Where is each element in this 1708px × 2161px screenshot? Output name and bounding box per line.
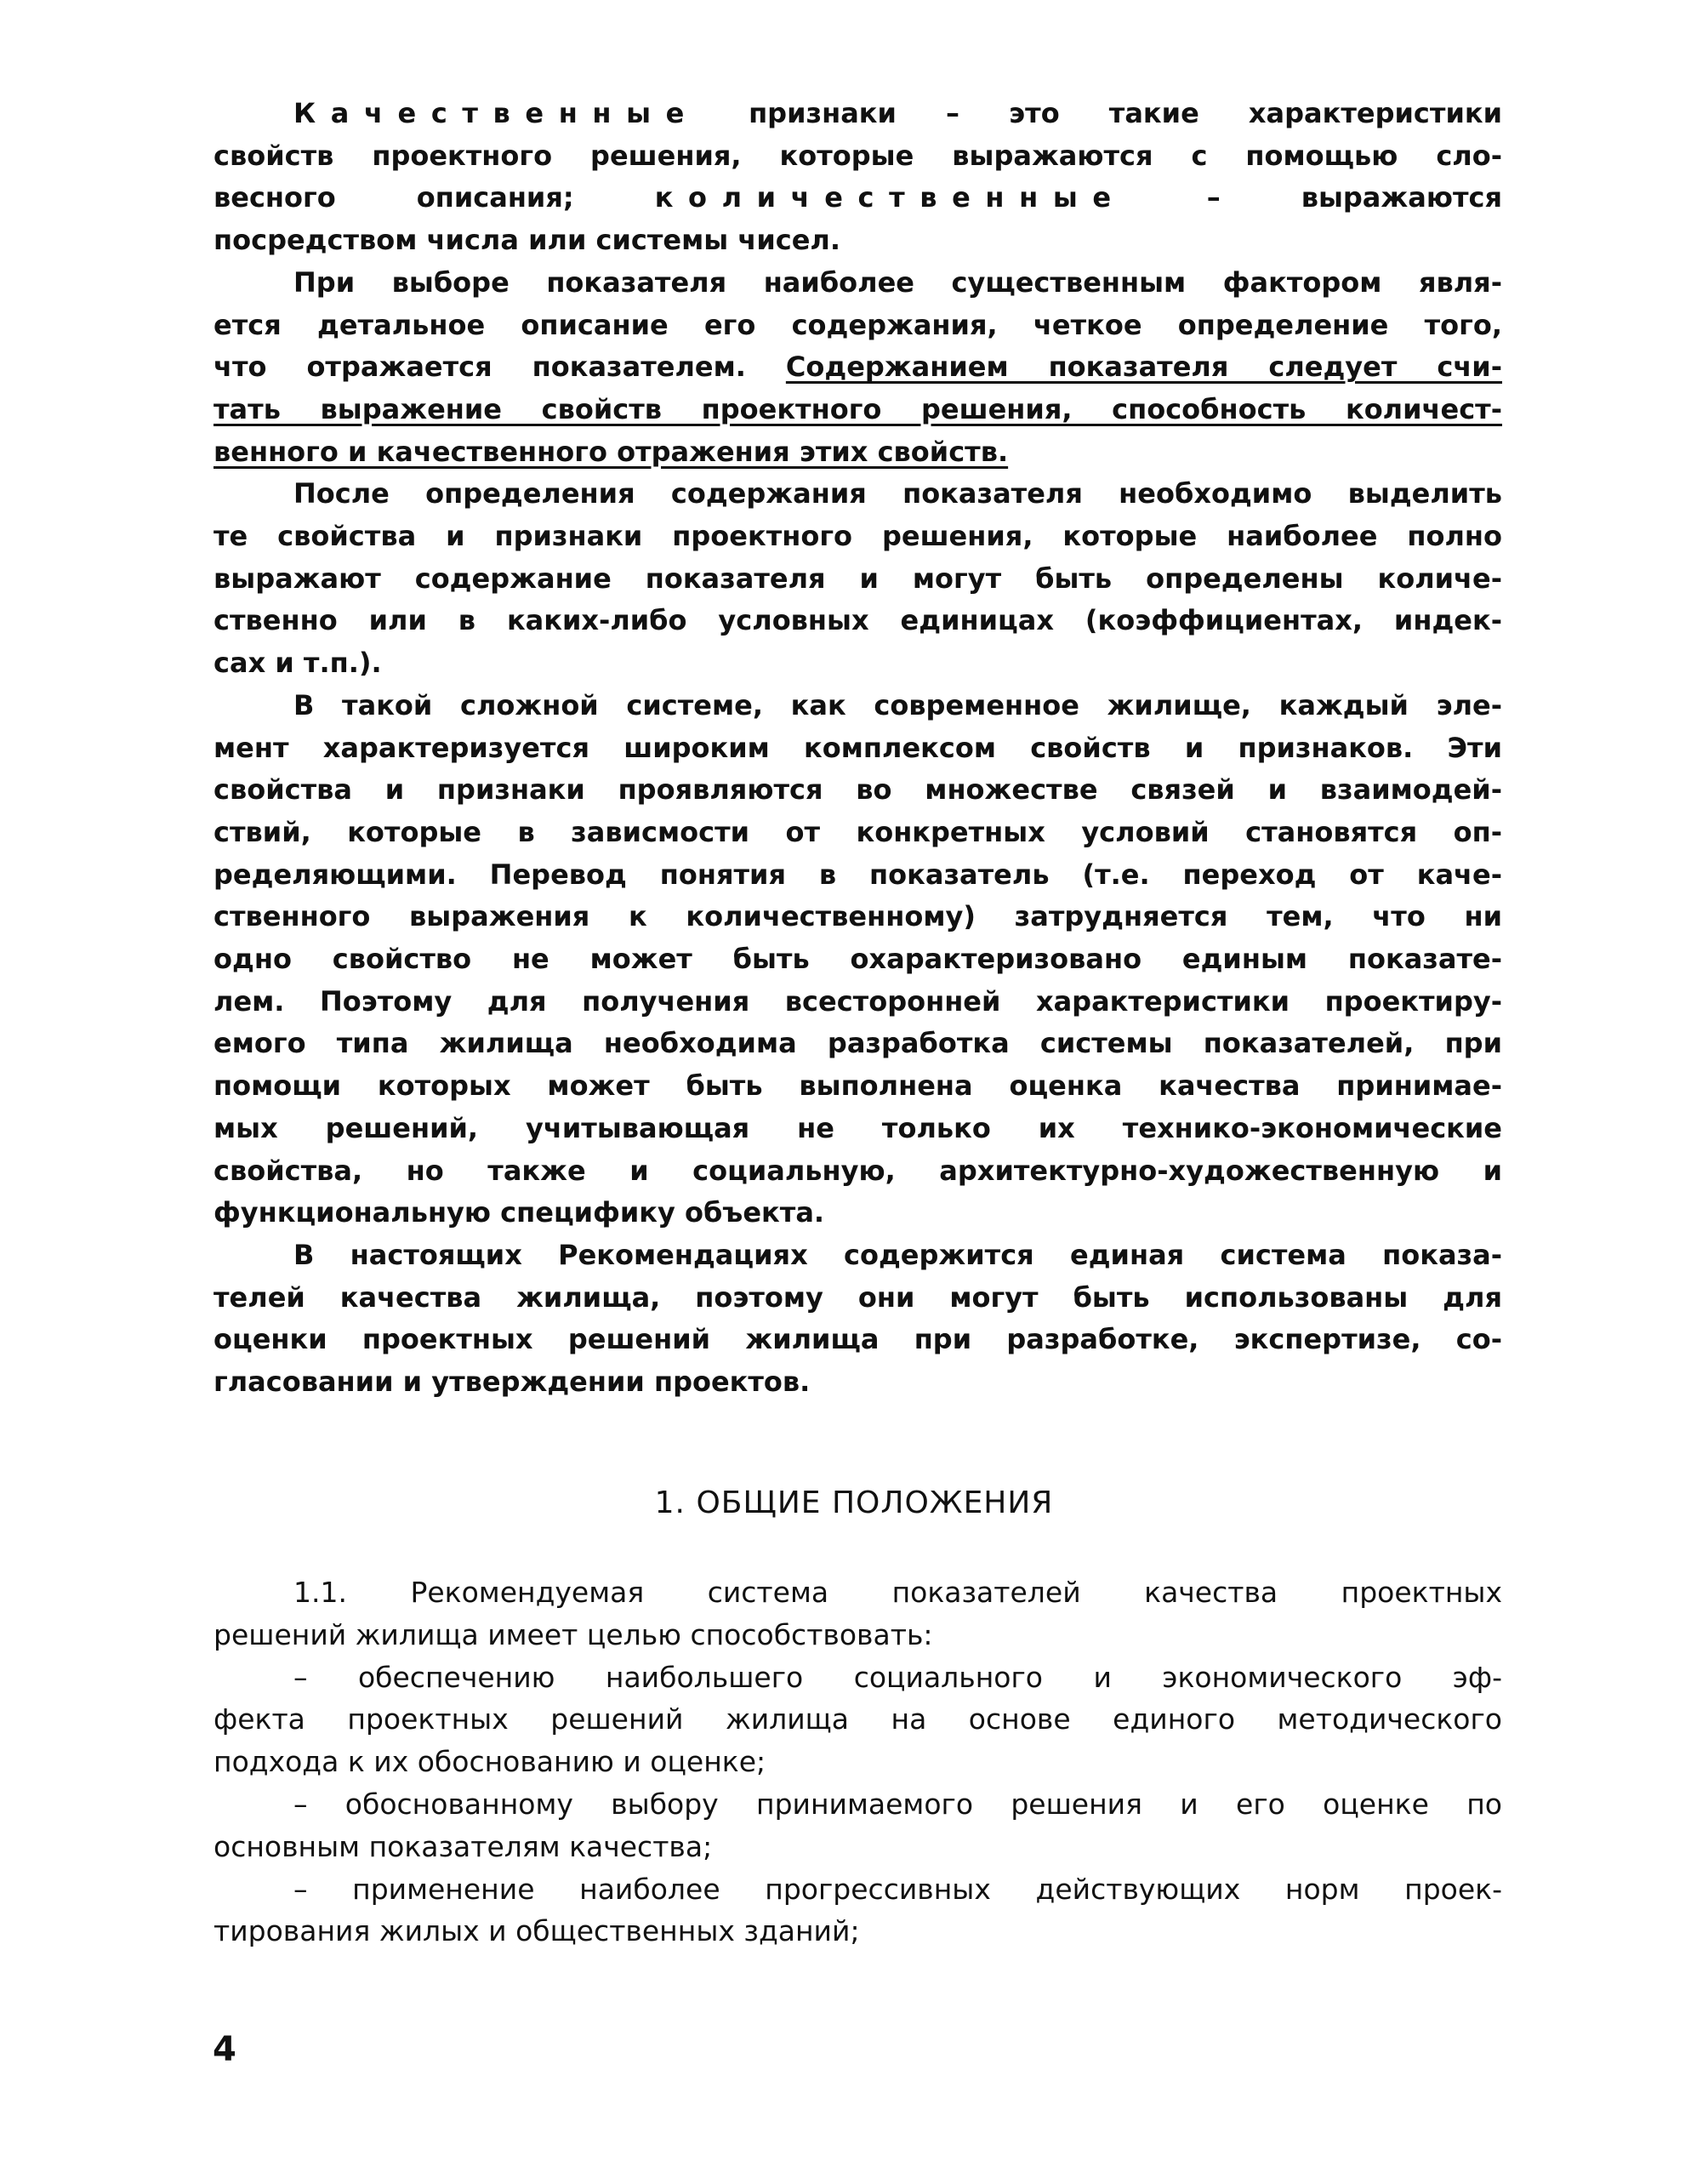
text-line (214, 1910, 1502, 1953)
text-segment: телей качества жилища, поэтому они могут быть использованы для (214, 1280, 1502, 1314)
text-line (214, 1107, 1502, 1149)
text-segment: фекта проектных решений жилища на основе единого методического (214, 1702, 1502, 1736)
text-segment: свойства и признаки проявляются во множестве связей и взаимодей- (214, 773, 1502, 807)
text-line (214, 1149, 1502, 1192)
text-segment: мент характеризуется широким комплексом свойств и признаков. Эти (214, 731, 1502, 764)
text-segment: свойства, но также и социальную, архитектурно-художественную и (214, 1154, 1502, 1187)
text-segment: выражают содержание показателя и могут быть определены количе- (214, 562, 1502, 595)
section-heading: 1. ОБЩИЕ ПОЛОЖЕНИЯ (654, 1485, 1054, 1520)
text-segment: При выборе показателя наиболее существенным фактором явля- (293, 265, 1502, 299)
text-segment: мых решений, учитывающая не только их технико-экономические (214, 1111, 1502, 1144)
text-segment: После определения содержания показателя необходимо выделить (293, 477, 1502, 510)
spaced-term: Качественные (293, 97, 699, 129)
text-segment: признаки – это такие характеристики (698, 97, 1502, 129)
text-line (214, 980, 1502, 1023)
text-segment: весного описания; (214, 181, 655, 214)
text-line (214, 345, 1502, 388)
text-line (214, 1614, 1502, 1656)
text-line (214, 134, 1502, 177)
text-segment: посредством числа или системы чисел. (214, 224, 841, 257)
text-segment: емого типа жилища необходима разработка системы показателей, при (214, 1027, 1502, 1060)
text-line (293, 92, 1502, 134)
text-segment: свойств проектного решения, которые выражаются с помощью сло- (214, 139, 1502, 172)
text-line (293, 1783, 1502, 1826)
text-line (214, 304, 1502, 346)
underlined-text: Содержанием показателя следует счи- (785, 351, 1502, 384)
text-line (214, 1826, 1502, 1868)
text-line (293, 1868, 1502, 1911)
text-line (293, 1234, 1502, 1276)
text-segment: одно свойство не может быть охарактеризовано единым показате- (214, 943, 1502, 975)
text-segment: подхода к их обоснованию и оценке; (214, 1745, 766, 1779)
text-segment: В настоящих Рекомендациях содержится единая система показа- (293, 1238, 1502, 1271)
text-segment: ется детальное описание его содержания, четкое определение того, (214, 308, 1502, 341)
text-segment: что отражается показателем. (214, 351, 786, 384)
text-line (214, 515, 1502, 557)
text-line (214, 853, 1502, 896)
text-line (214, 1741, 1502, 1783)
text-line (214, 811, 1502, 853)
text-segment: – выражаются (1125, 181, 1502, 214)
text-line (214, 938, 1502, 980)
text-segment: – обоснованному выбору принимаемого решения и его оценке по (293, 1788, 1502, 1821)
text-line (214, 727, 1502, 769)
text-line (214, 1318, 1502, 1360)
text-line (214, 1360, 1502, 1403)
text-segment: – обеспечению наибольшего социального и экономического эф- (293, 1660, 1502, 1694)
text-line (214, 1276, 1502, 1319)
text-line (293, 684, 1502, 727)
text-segment: те свойства и признаки проектного решения, которые наиболее полно (214, 520, 1502, 552)
text-line (214, 1064, 1502, 1107)
text-line (293, 1571, 1502, 1614)
text-line (214, 176, 1502, 219)
text-line (214, 219, 1502, 261)
text-line (214, 557, 1502, 600)
text-segment: лем. Поэтому для получения всесторонней характеристики проектиру- (214, 984, 1502, 1018)
spaced-term: количественные (654, 181, 1126, 214)
text-segment: тирования жилых и общественных зданий; (214, 1914, 860, 1948)
text-line (293, 261, 1502, 304)
text-line (214, 599, 1502, 641)
text-segment: – применение наиболее прогрессивных действующих норм проек- (293, 1872, 1502, 1906)
text-segment: ственного выражения к количественному) затрудняется тем, что ни (214, 900, 1502, 933)
text-segment: решений жилища имеет целью способствовать: (214, 1617, 933, 1651)
text-segment: оценки проектных решений жилища при разработке, экспертизе, со- (214, 1323, 1502, 1356)
text-segment: ствий, которые в зависмости от конкретных условий становятся оп- (214, 815, 1502, 848)
text-line (293, 1656, 1502, 1699)
text-segment: 1.1. Рекомендуемая система показателей качества проектных (293, 1576, 1502, 1609)
text-line (293, 472, 1502, 515)
text-line (214, 388, 1502, 430)
text-segment: ственно или в каких-либо условных единицах (коэффициентах, индек- (214, 604, 1502, 637)
text-line (214, 1191, 1502, 1234)
text-line (214, 1698, 1502, 1741)
text-segment: основным показателям качества; (214, 1829, 713, 1863)
text-segment: гласовании и утверждении проектов. (214, 1366, 811, 1398)
page-number: 4 (213, 2030, 236, 2069)
text-segment: функциональную специфику объекта. (214, 1196, 825, 1229)
text-line (214, 768, 1502, 811)
text-segment: помощи которых может быть выполнена оценка качества принимае- (214, 1069, 1502, 1103)
underlined-text: венного и качественного отражения этих свойств. (214, 435, 1009, 468)
text-segment: сах и т.п.). (214, 647, 382, 680)
text-line (214, 895, 1502, 938)
underlined-text: тать выражение свойств проектного решения, способность количест- (214, 392, 1502, 425)
text-segment: В такой сложной системе, как современное жилище, каждый эле- (293, 688, 1502, 721)
text-line (214, 641, 1502, 684)
text-segment: ределяющими. Перевод понятия в показатель (т.е. переход от каче- (214, 858, 1502, 891)
text-line (214, 1022, 1502, 1064)
text-line (214, 430, 1502, 473)
